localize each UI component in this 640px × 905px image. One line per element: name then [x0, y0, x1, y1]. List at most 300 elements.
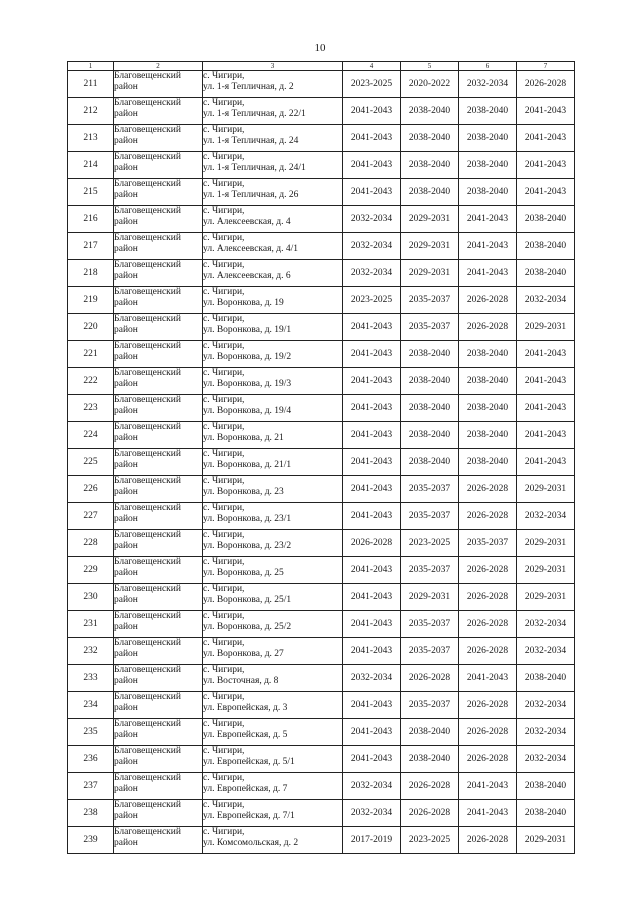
period-col-7: 2038-2040	[517, 665, 575, 692]
address-street: ул. Комсомольская, д. 2	[203, 838, 299, 848]
table-row	[68, 773, 575, 800]
address-locality: с. Чигири,	[203, 557, 245, 567]
period-col-5: 2038-2040	[401, 341, 459, 368]
district-name: Благовещенский	[114, 773, 181, 783]
period-col-5: 2035-2037	[401, 611, 459, 638]
address-cell	[203, 557, 343, 584]
row-number: 228	[68, 530, 114, 557]
address-street: ул. Европейская, д. 5	[203, 730, 288, 740]
period-col-7: 2038-2040	[517, 800, 575, 827]
period-col-7: 2041-2043	[517, 98, 575, 125]
row-number: 222	[68, 368, 114, 395]
period-col-5: 2038-2040	[401, 152, 459, 179]
column-header: 3	[203, 62, 343, 71]
address-cell	[203, 503, 343, 530]
district-cell	[114, 638, 203, 665]
period-col-5: 2026-2028	[401, 800, 459, 827]
period-col-7: 2032-2034	[517, 503, 575, 530]
address-cell	[203, 71, 343, 98]
address-street: ул. Алексеевская, д. 6	[203, 271, 291, 281]
period-col-7: 2026-2028	[517, 71, 575, 98]
district-name: Благовещенский	[114, 449, 181, 459]
row-number: 223	[68, 395, 114, 422]
table-body	[68, 71, 575, 854]
column-header: 4	[343, 62, 401, 71]
period-col-6: 2041-2043	[459, 233, 517, 260]
address-cell	[203, 746, 343, 773]
table-row	[68, 395, 575, 422]
district-cell	[114, 503, 203, 530]
period-col-5: 2029-2031	[401, 206, 459, 233]
table-row	[68, 233, 575, 260]
period-col-4: 2017-2019	[343, 827, 401, 854]
table-row	[68, 827, 575, 854]
address-locality: с. Чигири,	[203, 233, 245, 243]
row-number: 214	[68, 152, 114, 179]
district-type: район	[114, 109, 138, 119]
period-col-4: 2041-2043	[343, 692, 401, 719]
district-type: район	[114, 487, 138, 497]
district-type: район	[114, 298, 138, 308]
district-type: район	[114, 649, 138, 659]
district-type: район	[114, 244, 138, 254]
district-cell	[114, 773, 203, 800]
district-type: район	[114, 811, 138, 821]
column-header: 1	[68, 62, 114, 71]
district-cell	[114, 665, 203, 692]
period-col-4: 2041-2043	[343, 584, 401, 611]
period-col-7: 2029-2031	[517, 314, 575, 341]
period-col-7: 2029-2031	[517, 557, 575, 584]
district-name: Благовещенский	[114, 314, 181, 324]
district-name: Благовещенский	[114, 800, 181, 810]
table-row	[68, 665, 575, 692]
district-cell	[114, 179, 203, 206]
district-type: район	[114, 352, 138, 362]
district-name: Благовещенский	[114, 395, 181, 405]
row-number: 226	[68, 476, 114, 503]
period-col-5: 2029-2031	[401, 233, 459, 260]
period-col-7: 2032-2034	[517, 287, 575, 314]
column-header: 6	[459, 62, 517, 71]
district-name: Благовещенский	[114, 530, 181, 540]
period-col-6: 2038-2040	[459, 125, 517, 152]
district-type: район	[114, 541, 138, 551]
row-number: 221	[68, 341, 114, 368]
period-col-5: 2038-2040	[401, 179, 459, 206]
period-col-6: 2038-2040	[459, 422, 517, 449]
address-cell	[203, 476, 343, 503]
row-number: 212	[68, 98, 114, 125]
period-col-7: 2041-2043	[517, 152, 575, 179]
period-col-6: 2026-2028	[459, 314, 517, 341]
period-col-4: 2023-2025	[343, 287, 401, 314]
district-type: район	[114, 730, 138, 740]
row-number: 239	[68, 827, 114, 854]
period-col-7: 2038-2040	[517, 206, 575, 233]
table-row	[68, 476, 575, 503]
period-col-4: 2041-2043	[343, 125, 401, 152]
table-row	[68, 530, 575, 557]
period-col-7: 2038-2040	[517, 233, 575, 260]
address-street: ул. Алексеевская, д. 4/1	[203, 244, 298, 254]
district-name: Благовещенский	[114, 71, 181, 81]
period-col-4: 2032-2034	[343, 773, 401, 800]
address-street: ул. Воронкова, д. 21	[203, 433, 284, 443]
address-cell	[203, 827, 343, 854]
district-name: Благовещенский	[114, 233, 181, 243]
period-col-6: 2026-2028	[459, 287, 517, 314]
district-name: Благовещенский	[114, 179, 181, 189]
period-col-5: 2038-2040	[401, 98, 459, 125]
row-number: 238	[68, 800, 114, 827]
address-locality: с. Чигири,	[203, 395, 245, 405]
district-name: Благовещенский	[114, 368, 181, 378]
row-number: 231	[68, 611, 114, 638]
district-cell	[114, 530, 203, 557]
address-street: ул. Воронкова, д. 23	[203, 487, 284, 497]
address-street: ул. 1-я Тепличная, д. 26	[203, 190, 299, 200]
period-col-5: 2023-2025	[401, 530, 459, 557]
period-col-6: 2026-2028	[459, 746, 517, 773]
table-row	[68, 71, 575, 98]
row-number: 229	[68, 557, 114, 584]
address-locality: с. Чигири,	[203, 368, 245, 378]
row-number: 217	[68, 233, 114, 260]
row-number: 230	[68, 584, 114, 611]
table-row	[68, 800, 575, 827]
address-street: ул. Воронкова, д. 19/4	[203, 406, 292, 416]
period-col-7: 2029-2031	[517, 530, 575, 557]
district-name: Благовещенский	[114, 692, 181, 702]
row-number: 236	[68, 746, 114, 773]
period-col-7: 2029-2031	[517, 476, 575, 503]
period-col-6: 2038-2040	[459, 395, 517, 422]
row-number: 225	[68, 449, 114, 476]
district-name: Благовещенский	[114, 287, 181, 297]
period-col-6: 2032-2034	[459, 71, 517, 98]
period-col-6: 2026-2028	[459, 719, 517, 746]
address-street: ул. 1-я Тепличная, д. 2	[203, 82, 294, 92]
period-col-7: 2038-2040	[517, 260, 575, 287]
district-name: Благовещенский	[114, 503, 181, 513]
address-cell	[203, 773, 343, 800]
table-row	[68, 260, 575, 287]
address-locality: с. Чигири,	[203, 71, 245, 81]
period-col-6: 2038-2040	[459, 98, 517, 125]
period-col-6: 2026-2028	[459, 692, 517, 719]
period-col-4: 2041-2043	[343, 341, 401, 368]
address-street: ул. Европейская, д. 7/1	[203, 811, 295, 821]
district-name: Благовещенский	[114, 746, 181, 756]
address-locality: с. Чигири,	[203, 746, 245, 756]
table-row	[68, 719, 575, 746]
period-col-5: 2023-2025	[401, 827, 459, 854]
period-col-4: 2032-2034	[343, 665, 401, 692]
address-street: ул. Воронкова, д. 25/1	[203, 595, 292, 605]
address-locality: с. Чигири,	[203, 314, 245, 324]
district-cell	[114, 233, 203, 260]
table-row	[68, 125, 575, 152]
district-name: Благовещенский	[114, 638, 181, 648]
period-col-5: 2038-2040	[401, 719, 459, 746]
address-locality: с. Чигири,	[203, 152, 245, 162]
district-type: район	[114, 406, 138, 416]
period-col-5: 2020-2022	[401, 71, 459, 98]
district-cell	[114, 719, 203, 746]
table-row	[68, 152, 575, 179]
district-name: Благовещенский	[114, 719, 181, 729]
district-type: район	[114, 136, 138, 146]
table-row	[68, 98, 575, 125]
district-name: Благовещенский	[114, 827, 181, 837]
district-type: район	[114, 784, 138, 794]
address-locality: с. Чигири,	[203, 125, 245, 135]
period-col-4: 2041-2043	[343, 557, 401, 584]
address-cell	[203, 179, 343, 206]
district-cell	[114, 206, 203, 233]
period-col-4: 2041-2043	[343, 98, 401, 125]
district-cell	[114, 287, 203, 314]
table-row	[68, 611, 575, 638]
table-row	[68, 368, 575, 395]
row-number: 213	[68, 125, 114, 152]
address-street: ул. Воронкова, д. 19/1	[203, 325, 292, 335]
period-col-4: 2041-2043	[343, 638, 401, 665]
address-locality: с. Чигири,	[203, 98, 245, 108]
address-street: ул. Алексеевская, д. 4	[203, 217, 291, 227]
district-cell	[114, 611, 203, 638]
district-cell	[114, 152, 203, 179]
period-col-6: 2035-2037	[459, 530, 517, 557]
period-col-5: 2035-2037	[401, 287, 459, 314]
period-col-5: 2035-2037	[401, 638, 459, 665]
district-type: район	[114, 433, 138, 443]
district-cell	[114, 827, 203, 854]
row-number: 224	[68, 422, 114, 449]
address-locality: с. Чигири,	[203, 638, 245, 648]
period-col-4: 2041-2043	[343, 314, 401, 341]
period-col-7: 2032-2034	[517, 746, 575, 773]
period-col-6: 2026-2028	[459, 584, 517, 611]
address-locality: с. Чигири,	[203, 341, 245, 351]
district-cell	[114, 98, 203, 125]
address-street: ул. Европейская, д. 5/1	[203, 757, 295, 767]
row-number: 220	[68, 314, 114, 341]
address-locality: с. Чигири,	[203, 530, 245, 540]
address-locality: с. Чигири,	[203, 422, 245, 432]
period-col-4: 2041-2043	[343, 449, 401, 476]
period-col-7: 2029-2031	[517, 584, 575, 611]
row-number: 218	[68, 260, 114, 287]
period-col-6: 2026-2028	[459, 611, 517, 638]
address-locality: с. Чигири,	[203, 719, 245, 729]
address-street: ул. Воронкова, д. 19/2	[203, 352, 292, 362]
address-cell	[203, 314, 343, 341]
address-locality: с. Чигири,	[203, 449, 245, 459]
address-street: ул. 1-я Тепличная, д. 24	[203, 136, 299, 146]
period-col-6: 2038-2040	[459, 449, 517, 476]
district-cell	[114, 395, 203, 422]
table-row	[68, 746, 575, 773]
district-type: район	[114, 622, 138, 632]
district-cell	[114, 746, 203, 773]
period-col-7: 2041-2043	[517, 368, 575, 395]
district-type: район	[114, 325, 138, 335]
period-col-6: 2026-2028	[459, 503, 517, 530]
address-cell	[203, 206, 343, 233]
table-row	[68, 206, 575, 233]
address-street: ул. Воронкова, д. 25/2	[203, 622, 292, 632]
district-cell	[114, 449, 203, 476]
period-col-5: 2035-2037	[401, 476, 459, 503]
period-col-5: 2038-2040	[401, 449, 459, 476]
table-row	[68, 584, 575, 611]
address-locality: с. Чигири,	[203, 287, 245, 297]
district-type: район	[114, 190, 138, 200]
district-type: район	[114, 676, 138, 686]
row-number: 219	[68, 287, 114, 314]
table-row	[68, 638, 575, 665]
period-col-4: 2041-2043	[343, 503, 401, 530]
period-col-5: 2038-2040	[401, 422, 459, 449]
period-col-4: 2041-2043	[343, 368, 401, 395]
period-col-7: 2032-2034	[517, 638, 575, 665]
district-name: Благовещенский	[114, 152, 181, 162]
address-cell	[203, 530, 343, 557]
address-cell	[203, 449, 343, 476]
period-col-4: 2041-2043	[343, 152, 401, 179]
period-col-6: 2041-2043	[459, 773, 517, 800]
period-col-6: 2038-2040	[459, 152, 517, 179]
district-name: Благовещенский	[114, 422, 181, 432]
address-cell	[203, 341, 343, 368]
district-cell	[114, 476, 203, 503]
period-col-7: 2029-2031	[517, 827, 575, 854]
address-locality: с. Чигири,	[203, 476, 245, 486]
address-locality: с. Чигири,	[203, 179, 245, 189]
district-name: Благовещенский	[114, 206, 181, 216]
row-number: 216	[68, 206, 114, 233]
period-col-7: 2041-2043	[517, 125, 575, 152]
address-locality: с. Чигири,	[203, 260, 245, 270]
table-row	[68, 287, 575, 314]
period-col-6: 2041-2043	[459, 206, 517, 233]
address-cell	[203, 233, 343, 260]
table-row	[68, 314, 575, 341]
address-locality: с. Чигири,	[203, 773, 245, 783]
column-header: 5	[401, 62, 459, 71]
address-cell	[203, 368, 343, 395]
row-number: 211	[68, 71, 114, 98]
address-locality: с. Чигири,	[203, 665, 245, 675]
district-cell	[114, 260, 203, 287]
table-row	[68, 557, 575, 584]
district-name: Благовещенский	[114, 476, 181, 486]
housing-register-table	[67, 61, 575, 854]
page-number: 10	[314, 42, 326, 54]
period-col-4: 2032-2034	[343, 233, 401, 260]
district-type: район	[114, 703, 138, 713]
period-col-5: 2029-2031	[401, 584, 459, 611]
address-cell	[203, 395, 343, 422]
district-cell	[114, 584, 203, 611]
district-type: район	[114, 217, 138, 227]
district-name: Благовещенский	[114, 125, 181, 135]
address-cell	[203, 152, 343, 179]
period-col-7: 2041-2043	[517, 422, 575, 449]
address-locality: с. Чигири,	[203, 800, 245, 810]
row-number: 234	[68, 692, 114, 719]
table-row	[68, 341, 575, 368]
address-cell	[203, 692, 343, 719]
period-col-4: 2023-2025	[343, 71, 401, 98]
row-number: 215	[68, 179, 114, 206]
address-street: ул. Воронкова, д. 27	[203, 649, 284, 659]
period-col-6: 2041-2043	[459, 800, 517, 827]
period-col-4: 2041-2043	[343, 476, 401, 503]
district-name: Благовещенский	[114, 584, 181, 594]
address-street: ул. Воронкова, д. 25	[203, 568, 284, 578]
period-col-4: 2041-2043	[343, 611, 401, 638]
period-col-4: 2041-2043	[343, 179, 401, 206]
period-col-5: 2026-2028	[401, 665, 459, 692]
address-cell	[203, 287, 343, 314]
period-col-6: 2026-2028	[459, 557, 517, 584]
period-col-5: 2026-2028	[401, 773, 459, 800]
period-col-7: 2041-2043	[517, 179, 575, 206]
address-cell	[203, 665, 343, 692]
period-col-4: 2041-2043	[343, 746, 401, 773]
district-cell	[114, 125, 203, 152]
period-col-7: 2032-2034	[517, 692, 575, 719]
address-street: ул. 1-я Тепличная, д. 24/1	[203, 163, 306, 173]
address-locality: с. Чигири,	[203, 206, 245, 216]
address-locality: с. Чигири,	[203, 584, 245, 594]
period-col-5: 2035-2037	[401, 692, 459, 719]
district-name: Благовещенский	[114, 611, 181, 621]
address-cell	[203, 125, 343, 152]
district-cell	[114, 800, 203, 827]
table-row	[68, 692, 575, 719]
district-cell	[114, 368, 203, 395]
period-col-7: 2041-2043	[517, 341, 575, 368]
period-col-5: 2038-2040	[401, 746, 459, 773]
district-type: район	[114, 568, 138, 578]
address-locality: с. Чигири,	[203, 503, 245, 513]
address-street: ул. Воронкова, д. 23/2	[203, 541, 292, 551]
period-col-5: 2035-2037	[401, 314, 459, 341]
district-cell	[114, 557, 203, 584]
period-col-5: 2035-2037	[401, 557, 459, 584]
column-header: 7	[517, 62, 575, 71]
period-col-6: 2026-2028	[459, 476, 517, 503]
period-col-6: 2038-2040	[459, 341, 517, 368]
column-header: 2	[114, 62, 203, 71]
address-street: ул. Воронкова, д. 23/1	[203, 514, 292, 524]
address-cell	[203, 422, 343, 449]
period-col-4: 2032-2034	[343, 206, 401, 233]
row-number: 235	[68, 719, 114, 746]
table-row	[68, 449, 575, 476]
period-col-5: 2038-2040	[401, 395, 459, 422]
address-street: ул. Воронкова, д. 21/1	[203, 460, 292, 470]
district-type: район	[114, 379, 138, 389]
address-locality: с. Чигири,	[203, 692, 245, 702]
period-col-5: 2029-2031	[401, 260, 459, 287]
row-number: 237	[68, 773, 114, 800]
address-cell	[203, 638, 343, 665]
